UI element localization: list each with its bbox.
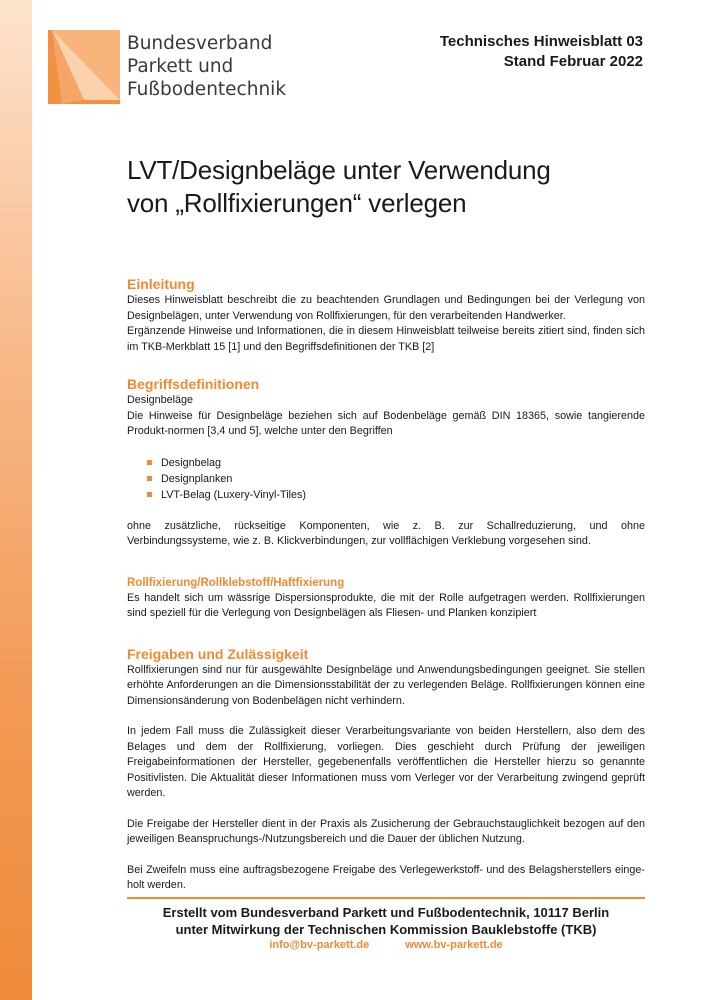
footer-line: Erstellt vom Bundesverband Parkett und Fußbodentechnik, 10117 Berlin <box>162 905 610 920</box>
paragraph: Rollfixierungen sind nur für ausgewählte Designbeläge und Anwendungsbedingungen geeignet. Sie stellen erhöhte Anforderungen an die Dimensionsstabilität der zu verlegenden Beläge. Rollfixierungen können eine Dimensionsänderung von Bodenbelägen nicht verhindern. <box>127 663 645 707</box>
page-title-line: von „Rollfixierungen“ verlegen <box>127 188 467 218</box>
org-name-line: Fußbodentechnik <box>127 79 287 100</box>
folded-square-logo-icon <box>48 30 120 104</box>
list-item-text: Designbelag <box>161 456 222 469</box>
paragraph: In jedem Fall muss die Zulässigkeit dieser Verarbeitungsvariante von beiden Herstellern, also dem des Belages und dem der Rollfixierung, vorliegen. Dies geschieht durch Prüfung der jeweiligen Freigabeinformationen der Hersteller, gegebenenfalls veröffentlichen die Hersteller hierzu so genannte Positivlisten. Die Aktualität dieser Informationen muss vom Verleger vor der Verarbeitung zwingend geprüft werden. <box>127 725 645 799</box>
section-heading: Begriffsdefinitionen <box>127 376 260 392</box>
document-body <box>127 276 645 894</box>
square-bullet-icon <box>147 460 152 465</box>
footer-website-link[interactable]: www.bv-parkett.de <box>405 939 503 951</box>
paragraph: Die Freigabe der Hersteller dient in der Praxis als Zusicherung der Gebrauchstauglichkeit bezogen auf den jeweiligen Beanspruchungs-/Nutzungsbereich und die Dauer der üblichen Nutzung. <box>127 817 645 845</box>
paragraph: Die Hinweise für Designbeläge beziehen sich auf Bodenbeläge gemäß DIN 18365, sowie tangierende Produkt-normen [3,4 und 5], welche unter den Begriffen <box>127 409 645 437</box>
square-bullet-icon <box>147 476 152 481</box>
section-heading: Freigaben und Zulässigkeit <box>127 645 309 662</box>
section-einleitung <box>127 276 645 355</box>
list-item-text: Designplanken <box>161 472 233 485</box>
footer-line: unter Mitwirkung der Technischen Kommission Bauklebstoffe (TKB) <box>175 921 597 937</box>
document-type: Technisches Hinweisblatt 03 <box>439 33 643 50</box>
footer-contacts <box>127 938 645 953</box>
list-item-text: LVT-Belag (Luxery-Vinyl-Tiles) <box>161 488 307 501</box>
list-item <box>147 471 645 487</box>
paragraph: Dieses Hinweisblatt beschreibt die zu beachtenden Grundlagen und Bedingungen bei der Verlegung von Designbelägen, unter Verwendung von Rollfixierungen, für den verarbeitenden Handwerker. <box>127 294 645 322</box>
page-title-line: LVT/Designbeläge unter Verwendung <box>127 155 551 185</box>
side-accent-bar <box>0 0 32 1000</box>
section-begriffsdefinitionen <box>127 376 645 550</box>
term-list <box>147 455 645 503</box>
footer-divider <box>127 897 645 899</box>
list-item <box>147 487 645 503</box>
footer <box>127 905 645 953</box>
paragraph: ohne zusätzliche, rückseitige Komponenten, wie z. B. zur Schallreduzierung, und ohne Verbindungssysteme, wie z. B. Klickverbindungen, zur vollflächigen Verklebung vorgesehen sind. <box>127 519 645 547</box>
term-label: Designbeläge <box>127 394 194 406</box>
paragraph: Ergänzende Hinweise und Informationen, die in diesem Hinweisblatt teilweise bereits zitiert sind, finden sich im TKB-Merkblatt 15 [1] und den Begriffsdefinitionen der TKB [2] <box>127 325 645 353</box>
section-freigaben <box>127 646 645 894</box>
square-bullet-icon <box>147 492 152 497</box>
page-title <box>127 154 667 220</box>
list-item <box>147 455 645 471</box>
section-subheading: Rollfixierung/Rollklebstoff/Haftfixierung <box>127 576 345 589</box>
document-meta <box>440 32 643 72</box>
section-heading: Einleitung <box>127 276 195 292</box>
footer-email-link[interactable]: info@bv-parkett.de <box>269 939 370 951</box>
org-name-line: Bundesverband <box>127 33 273 54</box>
org-name <box>127 32 286 101</box>
paragraph: Bei Zweifeln muss eine auftragsbezogene Freigabe des Verlegewerkstoff- und des Belagsherstellers einge-holt werden. <box>127 863 645 891</box>
org-name-line: Parkett und <box>127 56 234 77</box>
document-date: Stand Februar 2022 <box>503 53 643 70</box>
section-rollfixierung <box>127 576 645 622</box>
paragraph: Es handelt sich um wässrige Dispersionsprodukte, die mit der Rolle aufgetragen werden. Rollfixierungen sind speziell für die Verlegung von Designbelägen als Fliesen- und Planken konzipiert <box>127 591 645 619</box>
